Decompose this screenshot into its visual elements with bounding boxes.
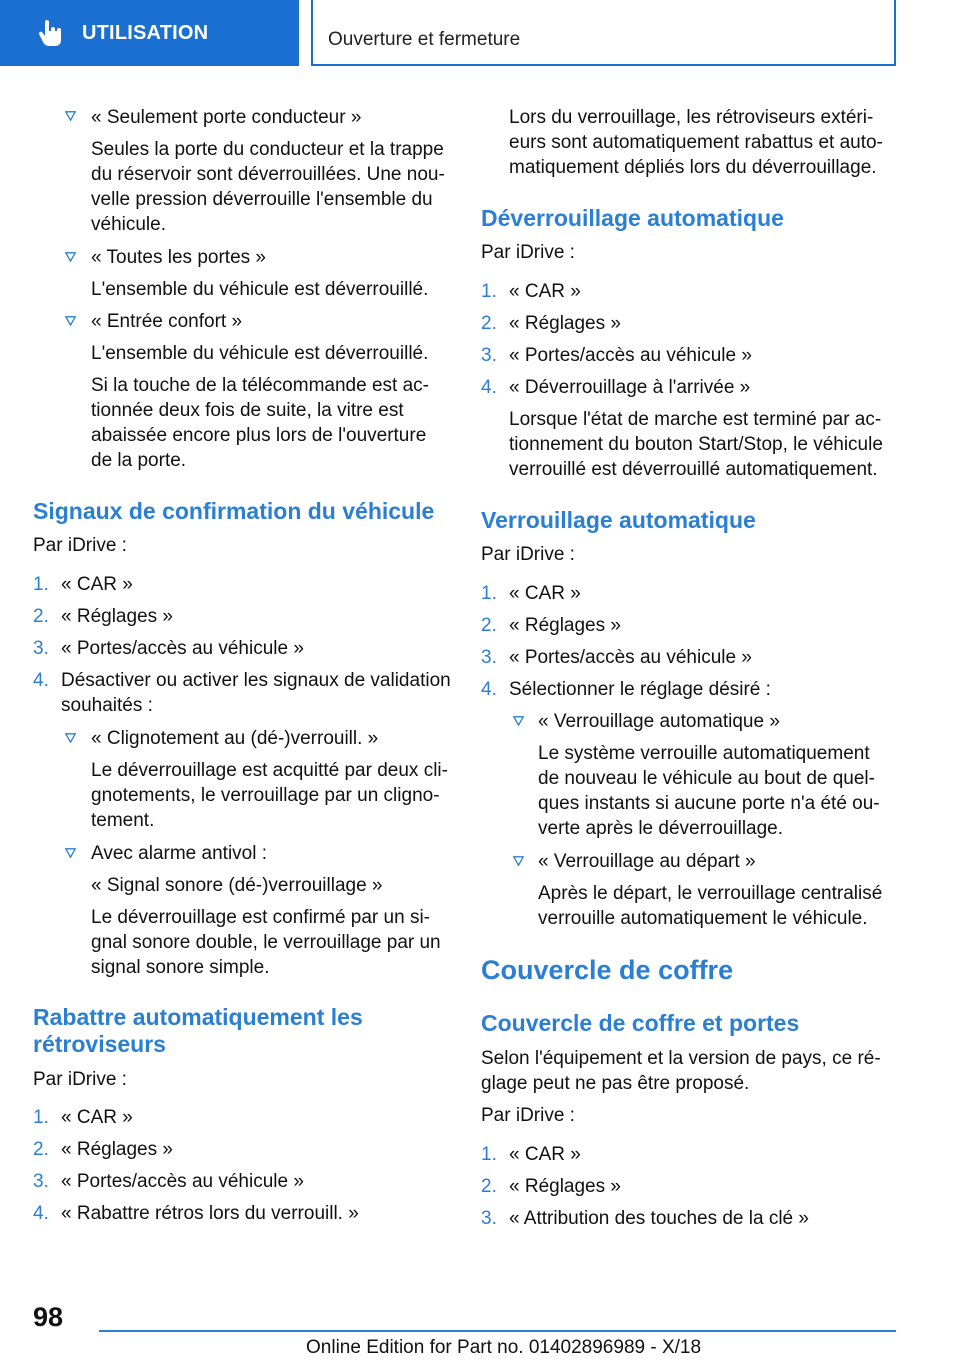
step-number: 2. [481, 615, 497, 636]
section-heading: Rabattre automatiquement les [33, 1004, 363, 1030]
step-text: « Déverrouillage à l'arrivée » [509, 377, 751, 398]
step-text: Désactiver ou activer les signaux de validation [61, 670, 451, 691]
body-text: verte après le déverrouillage. [538, 818, 784, 839]
triangle-bullet-icon [65, 733, 76, 743]
page-number: 98 [33, 1302, 64, 1332]
step-number: 2. [33, 606, 49, 627]
body-text: tionnée deux fois de suite, la vitre est [91, 400, 404, 421]
step-text: Sélectionner le réglage désiré : [509, 679, 771, 700]
section-heading: Couvercle de coffre et portes [481, 1010, 800, 1036]
step-number: 3. [481, 345, 497, 366]
step-number: 1. [481, 1144, 497, 1165]
body-text: de la porte. [91, 450, 187, 471]
body-text: tement. [91, 810, 155, 831]
step-text: « Réglages » [509, 615, 621, 636]
bullet-title: « Entrée confort » [91, 311, 243, 332]
body-text: Le déverrouillage est confirmé par un si- [91, 907, 431, 928]
section-label: UTILISATION [82, 21, 209, 44]
body-text: Selon l'équipement et la version de pays, ce ré- [481, 1048, 881, 1069]
body-text: matiquement dépliés lors du déverrouillage. [509, 157, 877, 178]
body-text: Seules la porte du conducteur et la trappe [91, 139, 444, 160]
intro-text: Par iDrive : [481, 544, 575, 565]
hand-pointer-icon [36, 18, 66, 48]
step-number: 3. [481, 647, 497, 668]
step-number: 3. [33, 638, 49, 659]
triangle-bullet-icon [65, 111, 76, 121]
body-text: « Signal sonore (dé-)verrouillage » [91, 875, 383, 896]
body-text: signal sonore simple. [91, 957, 270, 978]
triangle-bullet-icon [65, 316, 76, 326]
step-text: « Rabattre rétros lors du verrouill. » [61, 1203, 359, 1224]
section-heading: Verrouillage automatique [481, 507, 756, 533]
body-text: glage peut ne pas être proposé. [481, 1073, 750, 1094]
step-text: « Portes/accès au véhicule » [509, 647, 752, 668]
section-tab [0, 0, 299, 66]
step-number: 1. [33, 574, 49, 595]
body-text: tionnement du bouton Start/Stop, le véhicule [509, 434, 883, 455]
step-number: 2. [33, 1139, 49, 1160]
body-text: verrouillé est déverrouillé automatiquement. [509, 459, 878, 480]
bullet-title: « Clignotement au (dé-)verrouill. » [91, 728, 379, 749]
section-heading: Déverrouillage automatique [481, 205, 784, 231]
body-text: Le système verrouille automatiquement [538, 743, 870, 764]
triangle-bullet-icon [65, 252, 76, 262]
intro-text: Par iDrive : [481, 1105, 575, 1126]
step-text: « CAR » [509, 281, 581, 302]
chapter-title: Ouverture et fermeture [328, 29, 521, 50]
step-number: 1. [481, 583, 497, 604]
step-text: « Réglages » [61, 1139, 173, 1160]
step-number: 2. [481, 313, 497, 334]
intro-text: Par iDrive : [33, 535, 127, 556]
step-number: 4. [481, 679, 497, 700]
step-text: « CAR » [61, 1107, 133, 1128]
body-text: Après le départ, le verrouillage centralisé [538, 883, 883, 904]
step-number: 4. [481, 377, 497, 398]
step-text: « Portes/accès au véhicule » [509, 345, 752, 366]
step-number: 2. [481, 1176, 497, 1197]
body-text: Le déverrouillage est acquitté par deux cli- [91, 760, 448, 781]
bullet-title: « Verrouillage au départ » [538, 851, 756, 872]
section-heading: Signaux de confirmation du véhicule [33, 498, 435, 524]
body-text: L'ensemble du véhicule est déverrouillé. [91, 279, 429, 300]
triangle-bullet-icon [513, 856, 524, 866]
bullet-title: « Verrouillage automatique » [538, 711, 780, 732]
body-text: Si la touche de la télécommande est ac- [91, 375, 429, 396]
body-text: verrouille automatiquement le véhicule. [538, 908, 868, 929]
body-text: ques instants si aucune porte n'a été ou- [538, 793, 880, 814]
step-number: 4. [33, 670, 49, 691]
step-number: 1. [481, 281, 497, 302]
step-text: « CAR » [509, 1144, 581, 1165]
bullet-title: « Seulement porte conducteur » [91, 107, 362, 128]
body-text: Lors du verrouillage, les rétroviseurs extéri- [509, 107, 874, 128]
footer-divider [99, 1330, 896, 1332]
step-number: 4. [33, 1203, 49, 1224]
step-number: 3. [33, 1171, 49, 1192]
body-text: véhicule. [91, 214, 166, 235]
body-text: du réservoir sont déverrouillées. Une nou- [91, 164, 445, 185]
bullet-title: Avec alarme antivol : [91, 843, 268, 864]
body-text: de nouveau le véhicule au bout de quel- [538, 768, 875, 789]
step-number: 1. [33, 1107, 49, 1128]
step-text: « Réglages » [509, 313, 621, 334]
step-text: « Réglages » [509, 1176, 621, 1197]
body-text: velle pression déverrouille l'ensemble du [91, 189, 433, 210]
step-text: « Portes/accès au véhicule » [61, 1171, 304, 1192]
chapter-heading: Couvercle de coffre [481, 955, 734, 985]
step-text: « Réglages » [61, 606, 173, 627]
body-text: abaissée encore plus lors de l'ouverture [91, 425, 427, 446]
body-text: eurs sont automatiquement rabattus et auto- [509, 132, 883, 153]
bullet-title: « Toutes les portes » [91, 247, 266, 268]
section-heading: rétroviseurs [33, 1031, 166, 1057]
step-text: « CAR » [509, 583, 581, 604]
step-text: souhaités : [61, 695, 153, 716]
body-text: L'ensemble du véhicule est déverrouillé. [91, 343, 429, 364]
body-text: Lorsque l'état de marche est terminé par ac- [509, 409, 882, 430]
body-text: gnotements, le verrouillage par un cligno- [91, 785, 440, 806]
step-text: « Portes/accès au véhicule » [61, 638, 304, 659]
step-number: 3. [481, 1208, 497, 1229]
step-text: « CAR » [61, 574, 133, 595]
intro-text: Par iDrive : [481, 242, 575, 263]
edition-footer: Online Edition for Part no. 01402896989 - X/18 [306, 1337, 702, 1358]
triangle-bullet-icon [513, 716, 524, 726]
intro-text: Par iDrive : [33, 1069, 127, 1090]
body-text: gnal sonore double, le verrouillage par un [91, 932, 441, 953]
triangle-bullet-icon [65, 848, 76, 858]
chapter-frame [311, 0, 896, 66]
step-text: « Attribution des touches de la clé » [509, 1208, 809, 1229]
